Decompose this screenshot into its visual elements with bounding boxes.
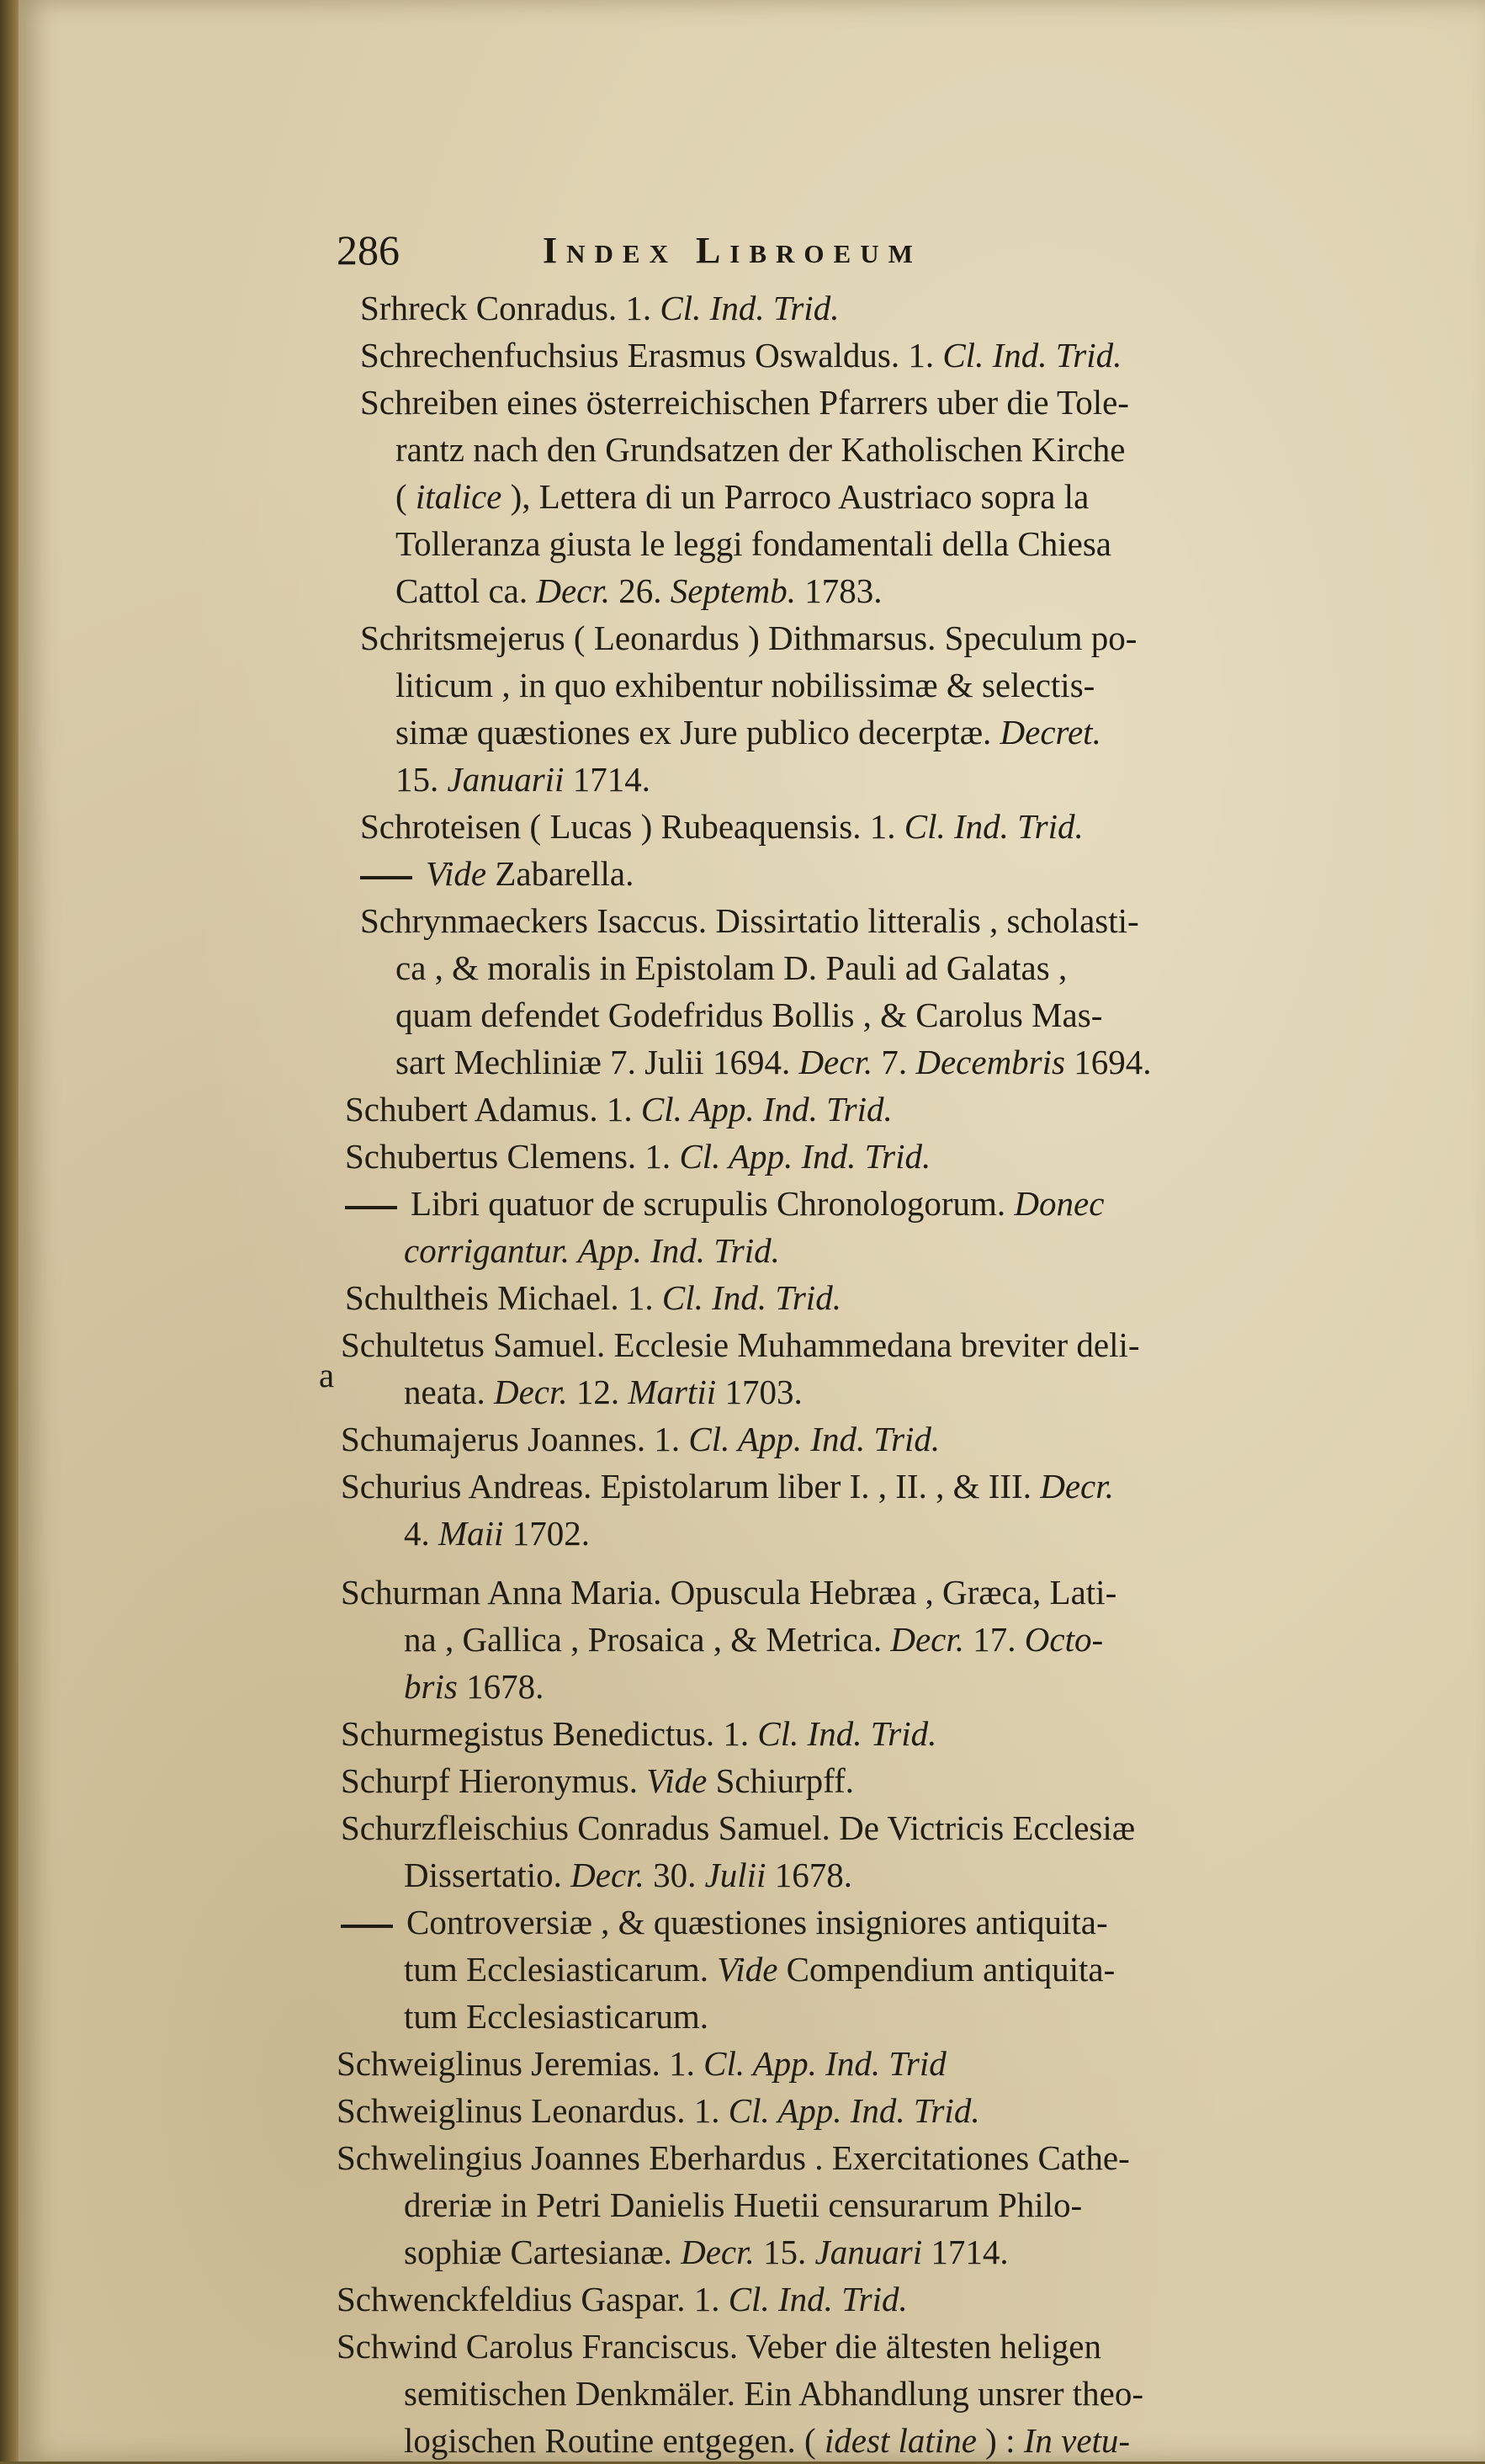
italic-text: Decr. bbox=[493, 1373, 568, 1411]
entry-text: Schritsmejerus ( Leonardus ) Dithmarsus. Speculum po- bbox=[360, 619, 1138, 657]
index-entry-line bbox=[360, 379, 1129, 426]
entry-text: Schrechenfuchsius Erasmus Oswaldus. 1. bbox=[360, 336, 943, 374]
index-entry-line bbox=[404, 2370, 1143, 2417]
index-entry-line bbox=[341, 1757, 854, 1804]
index-entry-line bbox=[395, 756, 650, 803]
entry-text: Schiurpff. bbox=[707, 1761, 854, 1800]
entry-text: rantz nach den Grundsatzen der Katholischen Kirche bbox=[395, 430, 1126, 469]
index-entry-line bbox=[395, 520, 1111, 567]
index-entry-line bbox=[345, 1274, 841, 1321]
entry-text: ) : bbox=[976, 2421, 1024, 2460]
italic-text: Cl. Ind. Trid. bbox=[757, 1714, 937, 1753]
italic-text: Martii bbox=[628, 1373, 717, 1411]
italic-text: Vide bbox=[426, 854, 487, 893]
repeat-dash bbox=[341, 1925, 393, 1928]
italic-text: Cl. Ind. Trid. bbox=[660, 289, 840, 327]
entry-text: 1694. bbox=[1065, 1043, 1152, 1081]
italic-text: Maii bbox=[438, 1514, 504, 1553]
entry-text: 7. bbox=[872, 1043, 916, 1081]
italic-text: Septemb. bbox=[670, 571, 796, 610]
index-entry-line bbox=[404, 2417, 1130, 2464]
italic-text: Cl. Ind. Trid. bbox=[942, 336, 1122, 374]
italic-text: Januari bbox=[814, 2233, 923, 2271]
italic-text: Vide bbox=[717, 1950, 778, 1989]
index-entry-line bbox=[404, 2181, 1082, 2228]
entry-text: Schroteisen ( Lucas ) Rubeaquensis. 1. bbox=[360, 807, 904, 846]
index-entry-line bbox=[341, 1710, 936, 1757]
index-entry-line bbox=[395, 709, 1101, 756]
entry-text: simæ quæstiones ex Jure publico decerptæ. bbox=[395, 713, 1000, 751]
index-entry-line bbox=[395, 991, 1102, 1038]
entry-text: 15. bbox=[395, 760, 448, 799]
index-entry-line bbox=[404, 1616, 1103, 1663]
entry-text: tum Ecclesiasticarum. bbox=[404, 1950, 718, 1989]
entry-text: Schultheis Michael. 1. bbox=[345, 1278, 662, 1317]
entry-text: Tolleranza giusta le leggi fondamentali della Chiesa bbox=[395, 524, 1111, 563]
index-entry-line bbox=[395, 567, 882, 614]
book-page bbox=[19, 0, 1485, 2461]
index-entry-line bbox=[404, 2228, 1009, 2275]
entry-text: liticum , in quo exhibentur nobilissimæ & selectis- bbox=[395, 666, 1095, 704]
entry-text: Schurmegistus Benedictus. 1. bbox=[341, 1714, 758, 1753]
entry-text: Cattol ca. bbox=[395, 571, 537, 610]
entry-text: 1714. bbox=[922, 2233, 1009, 2271]
entry-text: Schurman Anna Maria. Opuscula Hebræa , Græca, Lati- bbox=[341, 1573, 1117, 1612]
entry-text: quam defendet Godefridus Bollis , & Carolus Mas- bbox=[395, 996, 1103, 1034]
entry-text: Compendium antiquita- bbox=[777, 1950, 1116, 1989]
index-entry-line bbox=[395, 661, 1095, 709]
italic-text: italice bbox=[415, 477, 502, 516]
index-entry-line bbox=[404, 1227, 780, 1274]
entry-text: Schurius Andreas. Epistolarum liber I. , II. , & III. bbox=[341, 1467, 1041, 1505]
index-entry-line bbox=[345, 1133, 931, 1180]
index-entry-line bbox=[404, 1368, 803, 1415]
italic-text: bris bbox=[404, 1667, 458, 1706]
index-entry-line bbox=[341, 1804, 1135, 1851]
entry-text: Dissertatio. bbox=[404, 1856, 571, 1894]
entry-text: ( bbox=[395, 477, 416, 516]
entry-text: tum Ecclesiasticarum. bbox=[404, 1997, 709, 2036]
index-entry-line bbox=[337, 2323, 1101, 2370]
index-entry-line bbox=[345, 1180, 1104, 1227]
entry-text: semitischen Denkmäler. Ein Abhandlung unsrer theo- bbox=[404, 2374, 1144, 2413]
entry-text: 17. bbox=[964, 1620, 1025, 1659]
entry-text: Schumajerus Joannes. 1. bbox=[341, 1420, 689, 1458]
index-entry-line bbox=[337, 2275, 908, 2323]
repeat-dash bbox=[360, 876, 412, 879]
italic-text: Cl. App. Ind. Trid. bbox=[640, 1090, 893, 1128]
index-entry-line bbox=[395, 473, 1089, 520]
italic-text: Donec bbox=[1014, 1184, 1105, 1223]
italic-text: Decret. bbox=[1000, 713, 1101, 751]
entry-text: Controversiæ , & quæstiones insigniores antiquita- bbox=[406, 1903, 1108, 1941]
italic-text: Cl. Ind. Trid. bbox=[728, 2280, 908, 2318]
italic-text: Cl. App. Ind. Trid bbox=[703, 2044, 947, 2083]
entry-text: ), Lettera di un Parroco Austriaco sopra la bbox=[501, 477, 1090, 516]
index-entry-line bbox=[360, 284, 839, 332]
entry-text: Schweiglinus Jeremias. 1. bbox=[337, 2044, 704, 2083]
italic-text: Cl. Ind. Trid. bbox=[661, 1278, 841, 1317]
italic-text: idest latine bbox=[824, 2421, 977, 2460]
entry-text: Schwind Carolus Franciscus. Veber die ältesten heligen bbox=[337, 2327, 1102, 2366]
italic-text: Decr. bbox=[570, 1856, 644, 1894]
entry-text: logischen Routine entgegen. ( bbox=[404, 2421, 825, 2460]
entry-text: sophiæ Cartesianæ. bbox=[404, 2233, 682, 2271]
index-entry-line bbox=[337, 2134, 1130, 2181]
index-entry-line bbox=[337, 2087, 980, 2134]
italic-text: Cl. App. Ind. Trid. bbox=[728, 2091, 980, 2130]
page-header bbox=[337, 226, 1119, 284]
italic-text: Decembris bbox=[915, 1043, 1065, 1081]
index-entry-line bbox=[345, 1086, 893, 1133]
entry-text: 26. bbox=[610, 571, 671, 610]
index-entry-line bbox=[404, 1663, 544, 1710]
index-entry-line bbox=[360, 897, 1139, 944]
entry-text: 30. bbox=[644, 1856, 705, 1894]
entry-text: Schrynmaeckers Isaccus. Dissirtatio litteralis , scholasti- bbox=[360, 901, 1139, 940]
entry-text: 1714. bbox=[564, 760, 650, 799]
entry-text: Schreiben eines österreichischen Pfarrers uber die Tole- bbox=[360, 383, 1129, 422]
running-title: Index Libroeum bbox=[543, 230, 922, 271]
entry-text: sart Mechliniæ 7. Julii 1694. bbox=[395, 1043, 799, 1081]
index-entry-line bbox=[404, 1851, 852, 1898]
entry-text: 15. bbox=[754, 2233, 815, 2271]
italic-text: Decr. bbox=[798, 1043, 873, 1081]
entry-text: Schurzfleischius Conradus Samuel. De Victricis Ecclesiæ bbox=[341, 1808, 1136, 1847]
italic-text: Decr. bbox=[1040, 1467, 1114, 1505]
index-entry-line bbox=[404, 1510, 590, 1557]
index-entry-line bbox=[341, 1321, 1140, 1368]
entry-text: 4. bbox=[404, 1514, 438, 1553]
italic-text: Cl. App. Ind. Trid. bbox=[688, 1420, 941, 1458]
italic-text: In vetu- bbox=[1023, 2421, 1131, 2460]
entry-text: Libri quatuor de scrupulis Chronologorum. bbox=[411, 1184, 1015, 1223]
index-entry-line bbox=[360, 614, 1137, 661]
entry-text: Schubert Adamus. 1. bbox=[345, 1090, 641, 1128]
index-entry-line bbox=[395, 1038, 1152, 1086]
index-entry-line bbox=[341, 1898, 1108, 1946]
italic-text: Cl. Ind. Trid. bbox=[904, 807, 1084, 846]
index-entry-line bbox=[341, 1415, 940, 1463]
entry-text: 1703. bbox=[716, 1373, 803, 1411]
index-entry-line bbox=[360, 803, 1084, 850]
entry-text: Schwenckfeldius Gaspar. 1. bbox=[337, 2280, 729, 2318]
index-entry-line bbox=[404, 1946, 1115, 1993]
entry-text: dreriæ in Petri Danielis Huetii censurarum Philo- bbox=[404, 2185, 1083, 2224]
entry-text: 12. bbox=[567, 1373, 628, 1411]
italic-text: Januarii bbox=[447, 760, 565, 799]
italic-text: Julii bbox=[704, 1856, 766, 1894]
entry-text: 1678. bbox=[457, 1667, 544, 1706]
page-number: 286 bbox=[337, 226, 400, 273]
italic-text: Vide bbox=[646, 1761, 708, 1800]
italic-text: corrigantur. App. Ind. Trid. bbox=[404, 1231, 780, 1270]
italic-text: Cl. App. Ind. Trid. bbox=[679, 1137, 931, 1176]
index-entry-line bbox=[404, 1993, 708, 2040]
index-entry-line bbox=[337, 2040, 947, 2087]
index-entry-line bbox=[341, 1569, 1116, 1616]
entry-text: 1783. bbox=[795, 571, 883, 610]
index-entry-line bbox=[360, 850, 634, 897]
italic-text: Decr. bbox=[890, 1620, 965, 1659]
entry-text: Srhreck Conradus. 1. bbox=[360, 289, 660, 327]
index-entry-line bbox=[395, 426, 1125, 473]
repeat-dash bbox=[345, 1206, 397, 1209]
italic-text: Octo- bbox=[1024, 1620, 1104, 1659]
entry-text: Schultetus Samuel. Ecclesie Muhammedana breviter deli- bbox=[341, 1325, 1140, 1364]
margin-marker: a bbox=[319, 1356, 335, 1394]
entry-text: Schweiglinus Leonardus. 1. bbox=[337, 2091, 729, 2130]
index-entry-line bbox=[360, 332, 1122, 379]
entry-text: Schurpf Hieronymus. bbox=[341, 1761, 647, 1800]
index-entry-line bbox=[341, 1463, 1114, 1510]
entry-text: neata. bbox=[404, 1373, 494, 1411]
entry-text: 1678. bbox=[766, 1856, 852, 1894]
entry-text: Schwelingius Joannes Eberhardus . Exercitationes Cathe- bbox=[337, 2138, 1130, 2177]
index-entry-line bbox=[395, 944, 1067, 991]
italic-text: Decr. bbox=[536, 571, 611, 610]
entry-text: Schubertus Clemens. 1. bbox=[345, 1137, 680, 1176]
entry-text: na , Gallica , Prosaica , & Metrica. bbox=[404, 1620, 891, 1659]
entry-text: Zabarella. bbox=[486, 854, 634, 893]
italic-text: Decr. bbox=[681, 2233, 755, 2271]
entry-text: ca , & moralis in Epistolam D. Pauli ad Galatas , bbox=[395, 948, 1068, 987]
entry-text: 1702. bbox=[503, 1514, 590, 1553]
